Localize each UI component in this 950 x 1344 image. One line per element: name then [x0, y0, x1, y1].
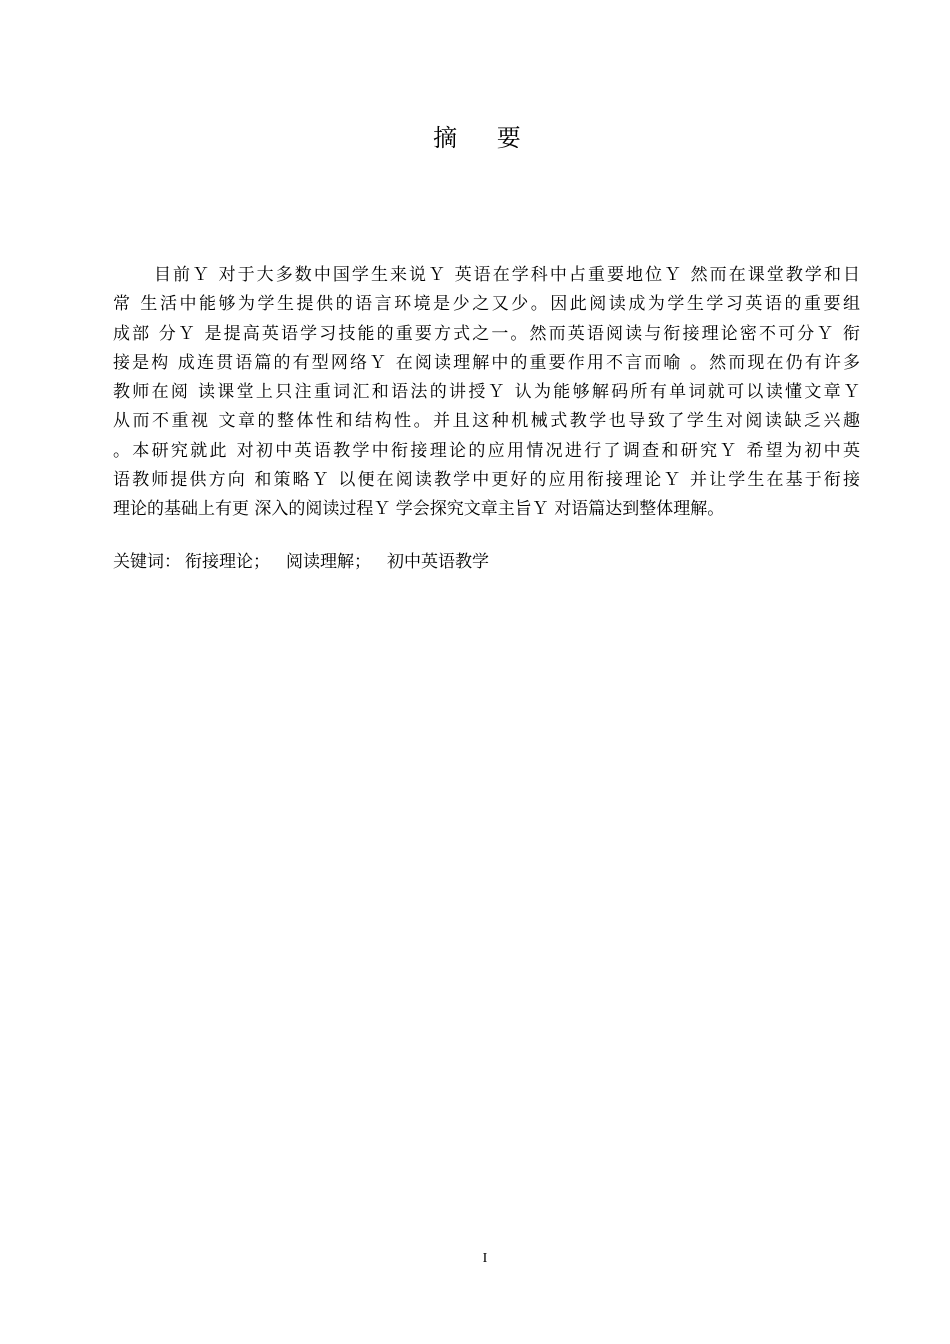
keywords-label: 关键词： [113, 552, 181, 572]
keyword-item: 衔接理论； [185, 552, 270, 572]
abstract-line: 常 生活中能够为学生提供的语言环境是少之又少。因此阅读成为学生学习英语的重要组 [113, 294, 860, 315]
abstract-paragraph [113, 261, 860, 525]
keywords-line [113, 548, 489, 576]
abstract-line: 接是构 成连贯语篇的有型网络Ｙ 在阅读理解中的重要作用不言而喻 。然而现在仍有许多 [113, 352, 860, 373]
abstract-line: 语教师提供方向 和策略Ｙ 以便在阅读教学中更好的应用衔接理论Ｙ 并让学生在基于衔接 [113, 470, 860, 491]
page-title: 摘 要 [433, 124, 537, 152]
keyword-item: 阅读理解； [286, 552, 371, 572]
abstract-line: 从而不重视 文章的整体性和结构性。并且这种机械式教学也导致了学生对阅读缺乏兴趣 [113, 411, 860, 432]
abstract-line: 目前Ｙ 对于大多数中国学生来说Ｙ 英语在学科中占重要地位Ｙ 然而在课堂教学和日 [154, 265, 860, 285]
abstract-line: 。本研究就此 对初中英语教学中衔接理论的应用情况进行了调查和研究Ｙ 希望为初中英 [113, 440, 860, 461]
abstract-line: 理论的基础上有更 深入的阅读过程Ｙ 学会探究文章主旨Ｙ 对语篇达到整体理解。 [113, 499, 725, 520]
abstract-line: 教师在阅 读课堂上只注重词汇和语法的讲授Ｙ 认为能够解码所有单词就可以读懂文章Ｙ [113, 382, 860, 403]
abstract-line: 成部 分Ｙ 是提高英语学习技能的重要方式之一。然而英语阅读与衔接理论密不可分Ｙ 衔 [113, 323, 860, 344]
page-number: I [482, 1251, 488, 1266]
keyword-item: 初中英语教学 [387, 552, 489, 572]
